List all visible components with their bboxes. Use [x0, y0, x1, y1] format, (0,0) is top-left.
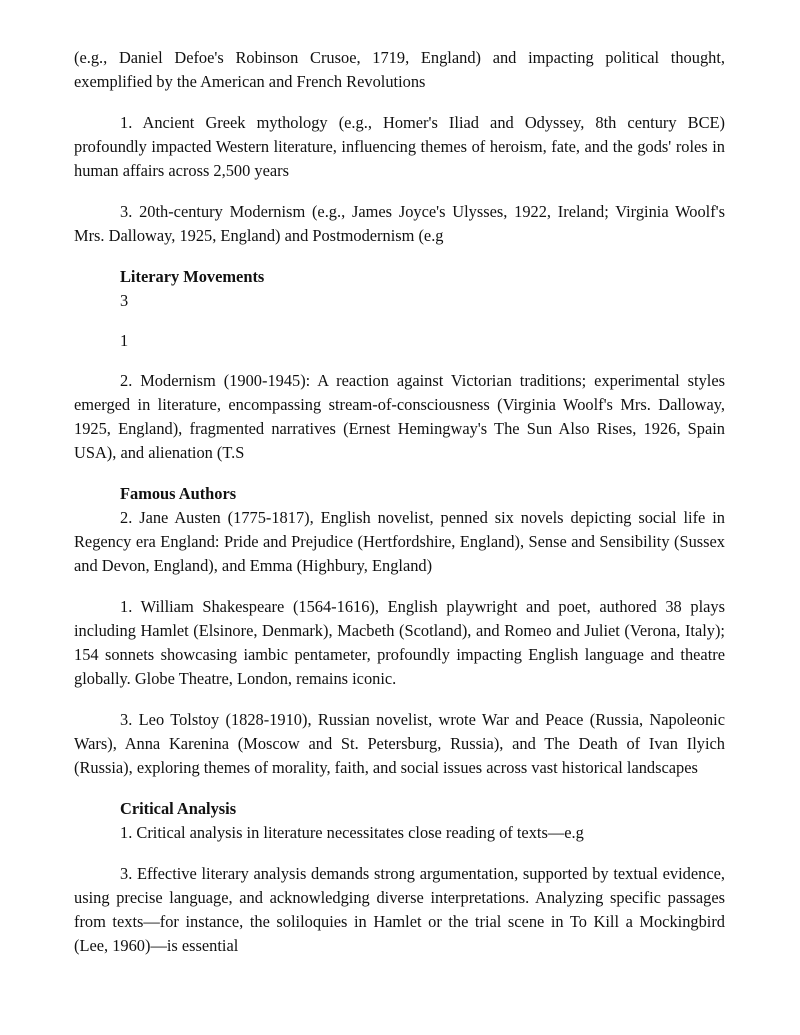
intro-continuation: (e.g., Daniel Defoe's Robinson Crusoe, 1719, England) and impacting political thought, exemplified by the American and French Revolutions — [74, 48, 725, 91]
famous-authors-point-2: 2. Jane Austen (1775-1817), English novelist, penned six novels depicting social life in Regency era England: Pride and Prejudice (Hertfordshire, England), Sense and Sensibility (Sussex and Devon, England), and Emma (Highbury, England) — [74, 508, 725, 575]
literary-movements-item-b: 1 — [120, 331, 129, 350]
literary-movements-item-a: 3 — [120, 291, 129, 310]
critical-analysis-point-3: 3. Effective literary analysis demands strong argumentation, supported by textual evidence, using precise language, and acknowledging diverse interpretations. Analyzing specific passages from texts—for instance, the soliloquies in Hamlet or the trial scene in To Kill a Mockingbird (Lee, 1960)—is essential — [74, 864, 725, 955]
famous-authors-heading: Famous Authors — [120, 484, 237, 503]
famous-authors-point-1: 1. William Shakespeare (1564-1616), English playwright and poet, authored 38 plays including Hamlet (Elsinore, Denmark), Macbeth (Scotland), and Romeo and Juliet (Verona, Italy); 154 sonnets showcasing iambic pentameter, profoundly impacting English language and theatre globally. Globe Theatre, London, remains iconic. — [74, 597, 725, 688]
critical-analysis-section — [74, 797, 725, 958]
document-page — [74, 46, 725, 975]
literary-movements-point-2: 2. Modernism (1900-1945): A reaction against Victorian traditions; experimental styles emerged in literature, encompassing stream-of-consciousness (Virginia Woolf's Mrs. Dalloway, 1925, England), fragmented narratives (Ernest Hemingway's The Sun Also Rises, 1926, Spain USA), and alienation (T.S — [74, 371, 725, 462]
critical-analysis-heading: Critical Analysis — [120, 799, 237, 818]
intro-point-1: 1. Ancient Greek mythology (e.g., Homer's Iliad and Odyssey, 8th century BCE) profoundly impacted Western literature, influencing themes of heroism, fate, and the gods' roles in human affairs across 2,500 years — [74, 113, 725, 180]
intro-point-3: 3. 20th-century Modernism (e.g., James Joyce's Ulysses, 1922, Ireland; Virginia Woolf's Mrs. Dalloway, 1925, England) and Postmodernism (e.g — [74, 202, 725, 245]
literary-movements-heading: Literary Movements — [120, 267, 265, 286]
famous-authors-point-3: 3. Leo Tolstoy (1828-1910), Russian novelist, wrote War and Peace (Russia, Napoleonic Wars), Anna Karenina (Moscow and St. Petersburg, Russia), and The Death of Ivan Ilyich (Russia), exploring themes of morality, faith, and social issues across vast historical landscapes — [74, 710, 725, 777]
literary-movements-section — [74, 265, 725, 465]
famous-authors-section — [74, 482, 725, 780]
critical-analysis-point-1: 1. Critical analysis in literature necessitates close reading of texts—e.g — [120, 823, 584, 842]
